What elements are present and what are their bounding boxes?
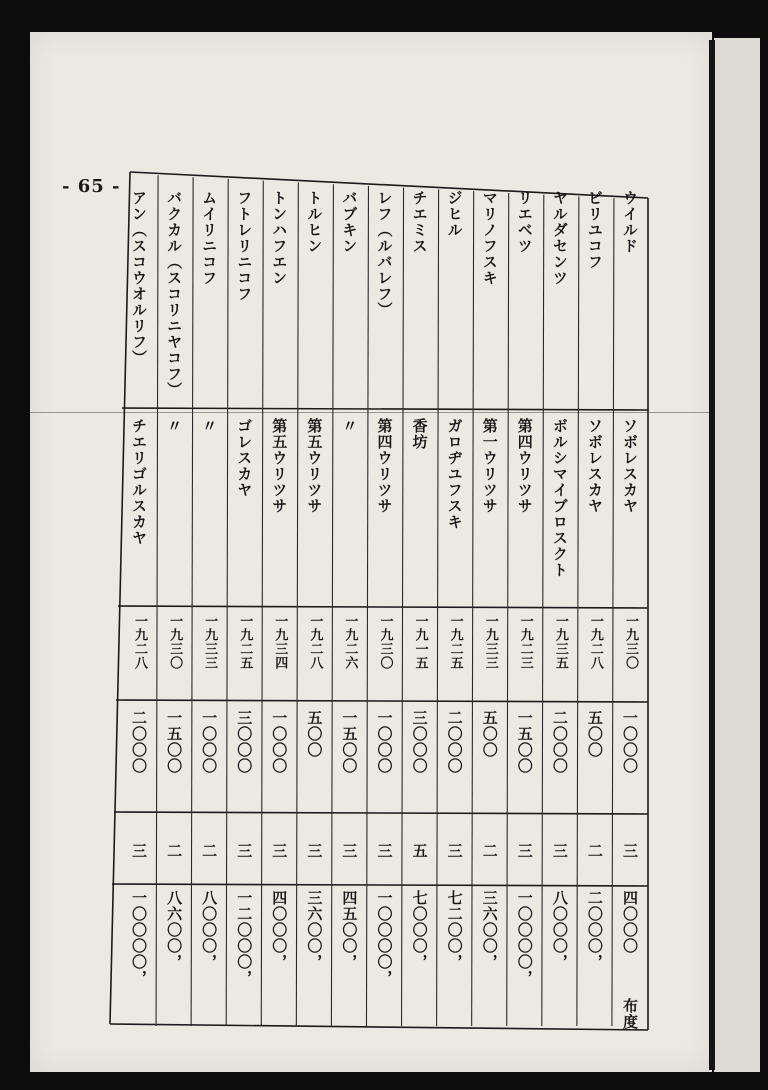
- entry-name-text: ヤルダセンツ: [550, 190, 569, 286]
- facing-page-edge: [714, 38, 760, 1072]
- entry-name: [332, 190, 368, 405]
- entry-name: [157, 190, 193, 405]
- page-number: - 65 -: [62, 176, 121, 197]
- entry-amount-text: 二〇〇〇: [130, 710, 149, 774]
- entry-name-text: アン（スコウオルリフ）: [130, 190, 149, 366]
- entry-location: [542, 418, 578, 603]
- entry-name: [612, 190, 648, 405]
- entry-total-text: 四〇〇〇，: [270, 890, 289, 970]
- entry-total-text: 一二〇〇〇，: [235, 890, 254, 986]
- entry-name: [227, 190, 263, 405]
- entry-name: [192, 190, 228, 405]
- entry-location: [472, 418, 508, 603]
- entry-location-text: 第五ウリツサ: [305, 418, 324, 514]
- entry-year-text: 一九三〇: [167, 614, 183, 670]
- entry-year: [157, 614, 193, 696]
- entry-total-text: 三六〇〇，: [480, 890, 499, 970]
- entry-name-text: ムイリニコフ: [200, 190, 219, 286]
- entry-amount: [402, 710, 438, 806]
- entry-year-text: 一九三三: [482, 614, 498, 670]
- entry-year-text: 一九三四: [272, 614, 288, 670]
- entry-rate: [192, 823, 228, 879]
- entry-year-text: 一九二八: [307, 614, 323, 670]
- entry-rate-text: 三: [550, 843, 569, 859]
- entry-rate-text: 二: [165, 843, 184, 859]
- entry-year: [332, 614, 368, 696]
- entry-total-text: 八六〇〇，: [165, 890, 184, 970]
- entry-name: [437, 190, 473, 405]
- entry-rate-text: 三: [305, 843, 324, 859]
- entry-amount: [472, 710, 508, 806]
- entry-name: [542, 190, 578, 405]
- entry-year-text: 一九一五: [412, 614, 428, 670]
- entry-total-text: 四〇〇〇: [620, 890, 639, 954]
- entry-name-text: ビリユコフ: [585, 190, 604, 270]
- entry-location: [612, 418, 648, 603]
- entry-year: [577, 614, 613, 696]
- entry-name-text: トンハフエン: [270, 190, 289, 286]
- entry-year-text: 一九三三: [202, 614, 218, 670]
- entry-location: [122, 418, 158, 603]
- entry-year-text: 一九二八: [132, 614, 148, 670]
- entry-rate-text: 二: [585, 843, 604, 859]
- entry-rate: [227, 823, 263, 879]
- entry-location-text: 第四ウリツサ: [375, 418, 394, 514]
- entry-rate-text: 五: [410, 843, 429, 859]
- entry-year: [542, 614, 578, 696]
- entry-total: [192, 890, 228, 1026]
- entry-rate: [332, 823, 368, 879]
- entry-rate-text: 二: [480, 843, 499, 859]
- entry-rate-text: 三: [270, 843, 289, 859]
- entry-rate: [297, 823, 333, 879]
- entry-location-text: ボルシマイブロスクト: [550, 418, 569, 578]
- entry-rate: [577, 823, 613, 879]
- entry-amount-text: 五〇〇: [305, 710, 324, 758]
- entry-year: [472, 614, 508, 696]
- entry-amount-text: 一五〇〇: [165, 710, 184, 774]
- entry-amount-text: 五〇〇: [480, 710, 499, 758]
- entry-total: [332, 890, 368, 1026]
- entry-amount: [157, 710, 193, 806]
- entry-rate-text: 三: [340, 843, 359, 859]
- entry-amount-text: 二〇〇〇: [550, 710, 569, 774]
- entry-total: [577, 890, 613, 1026]
- entry-location-text: ソボレスカヤ: [620, 418, 639, 514]
- entry-total: [402, 890, 438, 1026]
- entry-rate-text: 二: [200, 843, 219, 859]
- entry-name-text: リエベツ: [515, 190, 534, 254]
- entry-name-text: レフ（ルバレフ）: [375, 190, 394, 318]
- entry-amount-text: 一五〇〇: [515, 710, 534, 774]
- entry-amount: [577, 710, 613, 806]
- entry-location-text: 〃: [340, 418, 359, 434]
- entry-name-text: チエミス: [410, 190, 429, 254]
- entry-location: [577, 418, 613, 603]
- entry-total: [122, 890, 158, 1026]
- entry-year: [402, 614, 438, 696]
- entry-total: [227, 890, 263, 1026]
- entry-year: [297, 614, 333, 696]
- entry-year: [227, 614, 263, 696]
- entry-location: [157, 418, 193, 603]
- entry-amount: [192, 710, 228, 806]
- entry-location-text: 第五ウリツサ: [270, 418, 289, 514]
- entry-location: [192, 418, 228, 603]
- entry-rate: [157, 823, 193, 879]
- entry-location: [437, 418, 473, 603]
- entry-name: [122, 190, 158, 405]
- entry-total: [157, 890, 193, 1026]
- entry-amount-text: 一〇〇〇: [620, 710, 639, 774]
- entry-rate-text: 三: [235, 843, 254, 859]
- entry-amount-text: 一〇〇〇: [200, 710, 219, 774]
- entry-name-text: ジヒル: [445, 190, 464, 238]
- entry-total-text: 一〇〇〇〇，: [515, 890, 534, 986]
- entry-location-text: ガロヂユフスキ: [445, 418, 464, 530]
- entry-amount-text: 一〇〇〇: [375, 710, 394, 774]
- entry-year-text: 一九三〇: [377, 614, 393, 670]
- entry-amount: [437, 710, 473, 806]
- entry-amount: [297, 710, 333, 806]
- entry-year: [507, 614, 543, 696]
- entry-total-text: 七二〇〇，: [445, 890, 464, 970]
- entry-location: [262, 418, 298, 603]
- entry-total-text: 三六〇〇，: [305, 890, 324, 970]
- entry-year: [612, 614, 648, 696]
- entry-rate: [262, 823, 298, 879]
- entry-amount: [262, 710, 298, 806]
- entry-name-text: バクカル（スコリニヤコフ）: [165, 190, 184, 398]
- entry-year: [437, 614, 473, 696]
- entry-location-text: 第四ウリツサ: [515, 418, 534, 514]
- entry-total-text: 八〇〇〇，: [550, 890, 569, 970]
- entry-name: [262, 190, 298, 405]
- entry-rate: [402, 823, 438, 879]
- entry-total: [507, 890, 543, 1026]
- entry-total-text: 一〇〇〇〇，: [375, 890, 394, 986]
- entry-year: [262, 614, 298, 696]
- entry-amount: [507, 710, 543, 806]
- entry-location-text: ゴレスカヤ: [235, 418, 254, 498]
- entry-total: [367, 890, 403, 1026]
- entry-location: [507, 418, 543, 603]
- entry-location: [297, 418, 333, 603]
- entry-total-text: 七〇〇〇，: [410, 890, 429, 970]
- entry-year-text: 一九二五: [447, 614, 463, 670]
- entry-year-text: 一九二三: [517, 614, 533, 670]
- entry-rate: [437, 823, 473, 879]
- entry-location: [402, 418, 438, 603]
- entry-year: [122, 614, 158, 696]
- entry-amount: [122, 710, 158, 806]
- entry-location-text: ソボレスカヤ: [585, 418, 604, 514]
- entry-name-text: フトレリニコフ: [235, 190, 254, 302]
- entry-location-text: チエリゴルスカヤ: [130, 418, 149, 546]
- entry-location: [332, 418, 368, 603]
- entry-total: [297, 890, 333, 1026]
- entry-amount: [332, 710, 368, 806]
- entry-location-text: 第一ウリツサ: [480, 418, 499, 514]
- entry-amount: [367, 710, 403, 806]
- entry-amount-text: 一五〇〇: [340, 710, 359, 774]
- ledger-table: [102, 168, 655, 1034]
- unit-label: 布度: [620, 998, 639, 1030]
- book-spine: [709, 40, 715, 1070]
- entry-location-text: 香坊: [410, 418, 429, 450]
- entry-amount: [612, 710, 648, 806]
- entry-amount-text: 三〇〇〇: [235, 710, 254, 774]
- entry-amount: [542, 710, 578, 806]
- entry-location: [367, 418, 403, 603]
- entry-name: [402, 190, 438, 405]
- entry-name: [472, 190, 508, 405]
- entry-year-text: 一九三〇: [622, 614, 638, 670]
- entry-name-text: マリノフスキ: [480, 190, 499, 286]
- entry-amount-text: 五〇〇: [585, 710, 604, 758]
- entry-rate: [612, 823, 648, 879]
- entry-name-text: トルヒン: [305, 190, 324, 254]
- entry-name-text: バブキン: [340, 190, 359, 254]
- entry-name: [577, 190, 613, 405]
- entry-total-text: 八〇〇〇，: [200, 890, 219, 970]
- entry-total-text: 一〇〇〇〇，: [130, 890, 149, 986]
- entry-amount: [227, 710, 263, 806]
- entry-total: [472, 890, 508, 1026]
- entry-rate: [367, 823, 403, 879]
- entry-location: [227, 418, 263, 603]
- entry-name: [297, 190, 333, 405]
- entry-amount-text: 二〇〇〇: [445, 710, 464, 774]
- entry-year-text: 一九三五: [552, 614, 568, 670]
- entry-rate: [472, 823, 508, 879]
- entry-total: [542, 890, 578, 1026]
- entry-total: [262, 890, 298, 1026]
- entry-total-text: 二〇〇〇，: [585, 890, 604, 970]
- entry-location-text: 〃: [200, 418, 219, 434]
- entry-year-text: 一九二五: [237, 614, 253, 670]
- entry-rate: [507, 823, 543, 879]
- entry-amount-text: 三〇〇〇: [410, 710, 429, 774]
- entry-year: [192, 614, 228, 696]
- entry-rate-text: 三: [620, 843, 639, 859]
- entry-total-text: 四五〇〇，: [340, 890, 359, 970]
- entry-amount-text: 一〇〇〇: [270, 710, 289, 774]
- entry-name: [507, 190, 543, 405]
- entry-year-text: 一九二六: [342, 614, 358, 670]
- entry-rate-text: 三: [375, 843, 394, 859]
- entry-name: [367, 190, 403, 405]
- entry-location-text: 〃: [165, 418, 184, 434]
- entry-rate-text: 三: [515, 843, 534, 859]
- entry-rate: [542, 823, 578, 879]
- entry-year-text: 一九二八: [587, 614, 603, 670]
- entry-year: [367, 614, 403, 696]
- entry-name-text: ウイルド: [620, 190, 639, 254]
- entry-rate-text: 三: [130, 843, 149, 859]
- entry-rate-text: 三: [445, 843, 464, 859]
- entry-total: [437, 890, 473, 1026]
- entry-rate: [122, 823, 158, 879]
